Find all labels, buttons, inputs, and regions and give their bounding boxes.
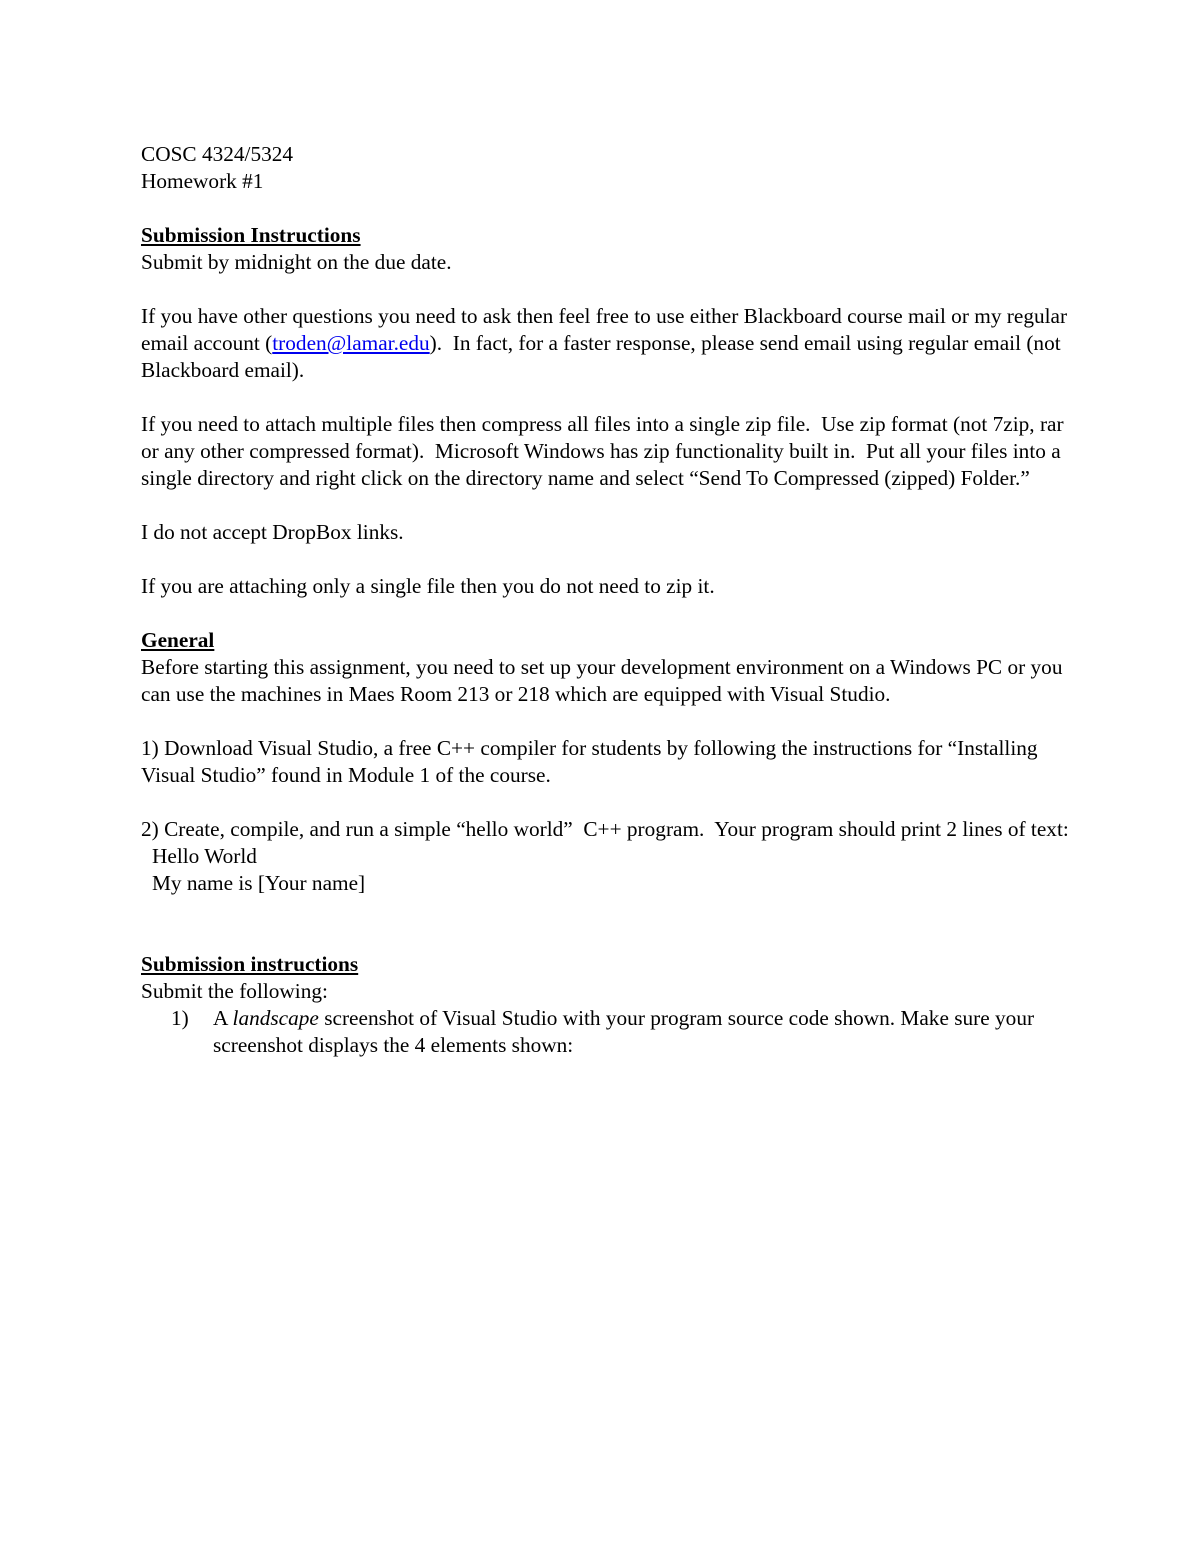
list-item-text [213,1005,1071,1059]
general-heading: General [141,628,215,652]
submission-instructions-2-heading: Submission instructions [141,952,359,976]
step-1-paragraph: 1) Download Visual Studio, a free C++ compiler for students by following the instructions for “Installing Visual Studio” found in Module 1 of the course. [141,736,1043,787]
dropbox-paragraph: I do not accept DropBox links. [141,520,404,544]
program-output-line-1: Hello World [152,844,257,868]
single-file-paragraph: If you are attaching only a single file then you do not need to zip it. [141,574,715,598]
submit-following-text: Submit the following: [141,979,328,1003]
contact-text-after: ). In fact, for a faster response, please send email using regular email (not Blackboard email). [141,331,1066,382]
list-item-emphasis: landscape [232,1006,319,1030]
assignment-title: Homework #1 [141,169,264,193]
contact-paragraph [141,303,1071,384]
list-item [141,1005,1071,1059]
course-code: COSC 4324/5324 [141,142,294,166]
list-item-number: 1) [171,1006,189,1030]
general-intro-paragraph: Before starting this assignment, you need to set up your development environment on a Windows PC or you can use the machines in Maes Room 213 or 218 which are equipped with Visual Studio. [141,655,1068,706]
contact-text-before: If you have other questions you need to ask then feel free to use either Blackboard course mail or my regular email account ( [141,304,1073,355]
list-item-prefix: A [213,1006,233,1030]
email-link[interactable]: troden@lamar.edu [272,331,430,355]
step-2-paragraph: 2) Create, compile, and run a simple “hello world” C++ program. Your program should print 2 lines of text: [141,817,1069,841]
list-item-body: screenshot of Visual Studio with your program source code shown. Make sure your screenshot displays the 4 elements shown: [213,1006,1035,1057]
program-output-line-2: My name is [Your name] [152,871,366,895]
zip-instructions-paragraph: If you need to attach multiple files then compress all files into a single zip file. Use zip format (not 7zip, rar or any other compressed format). Microsoft Windows has zip functionality built in. Put all your files into a single directory and right click on the directory name and select “Send To Compressed (zipped) Folder.” [141,412,1069,490]
submission-instructions-heading: Submission Instructions [141,223,361,247]
document-page [141,141,1071,1059]
due-text: Submit by midnight on the due date. [141,250,452,274]
